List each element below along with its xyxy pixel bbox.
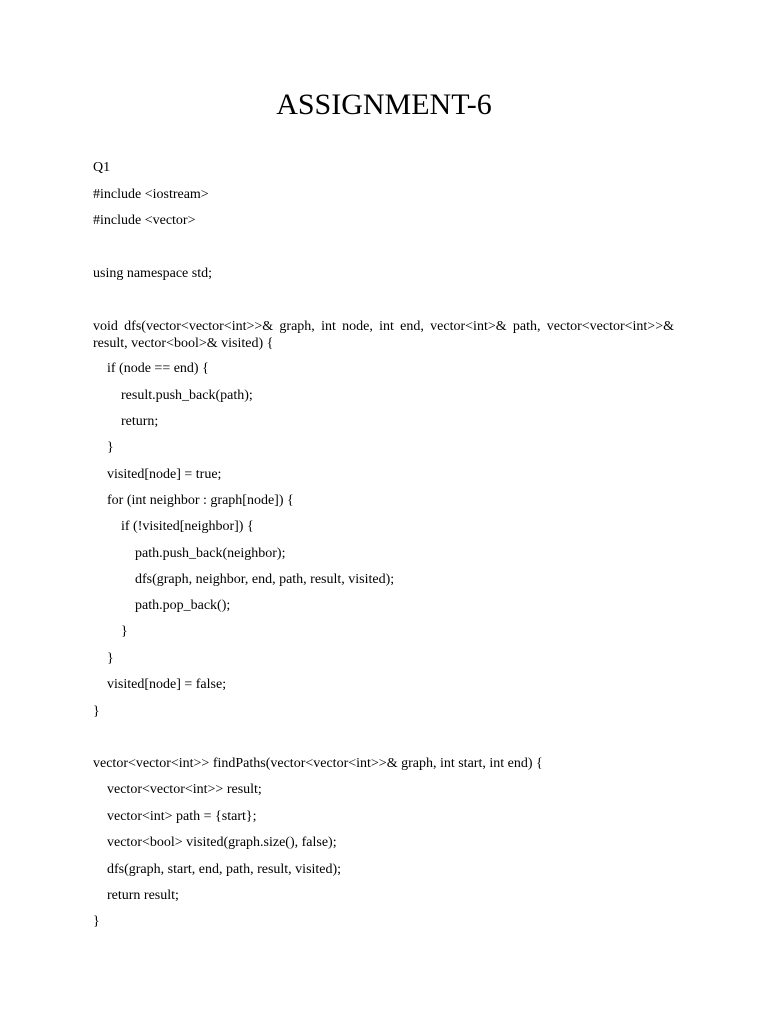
document-title: ASSIGNMENT-6 [276,88,492,121]
code-line: } [121,624,128,639]
code-line: visited[node] = false; [107,677,227,692]
code-line: if (!visited[neighbor]) { [121,519,254,534]
code-line: return result; [107,888,179,903]
code-line: for (int neighbor : graph[node]) { [107,493,294,508]
code-line: if (node == end) { [107,361,209,376]
code-line: } [93,914,100,929]
code-line: vector<bool> visited(graph.size(), false); [107,835,337,850]
code-line: vector<int> path = {start}; [107,809,257,824]
code-line: return; [121,414,159,429]
code-line: path.push_back(neighbor); [135,546,286,561]
code-line: result.push_back(path); [121,388,253,403]
code-line: vector<vector<int>> result; [107,782,262,797]
code-line: } [93,704,100,719]
code-line: vector<vector<int>> findPaths(vector<vector<int>>& graph, int start, int end) { [93,756,543,771]
code-line: visited[node] = true; [107,467,222,482]
code-line: #include <iostream> [93,187,209,202]
question-label: Q1 [93,160,111,175]
code-line: dfs(graph, start, end, path, result, visited); [107,862,342,877]
code-line: dfs(graph, neighbor, end, path, result, visited); [135,572,395,587]
code-line: } [107,440,114,455]
code-line: } [107,651,114,666]
code-line: using namespace std; [93,266,212,281]
code-line: void dfs(vector<vector<int>>& graph, int node, int end, vector<int>& path, vector<vector<int>>& result, vector<bool>& visited) { [93,319,674,351]
code-line: path.pop_back(); [135,598,231,613]
code-line: #include <vector> [93,213,196,228]
